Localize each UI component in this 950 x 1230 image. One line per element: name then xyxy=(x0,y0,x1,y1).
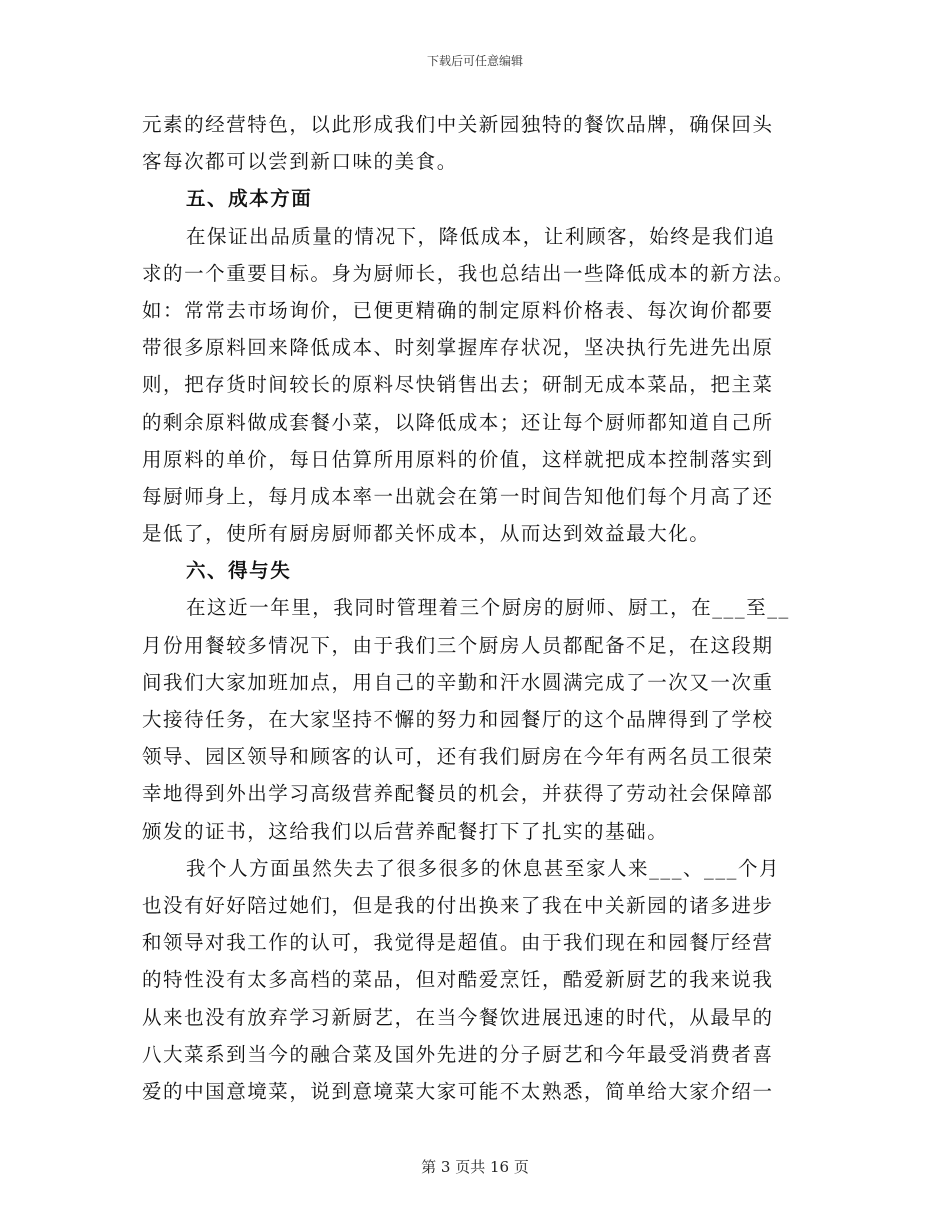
body-line: 月份用餐较多情况下，由于我们三个厨房人员都配备不足，在这段期 xyxy=(142,633,774,657)
body-line: 如：常常去市场询价，已便更精确的制定原料价格表、每次询价都要 xyxy=(142,298,774,322)
body-line: 是低了，使所有厨房厨师都关怀成本，从而达到效益最大化。 xyxy=(142,522,711,546)
body-line: 带很多原料回来降低成本、时刻掌握库存状况，坚决执行先进先出原 xyxy=(142,336,774,360)
body-line: 领导、园区领导和顾客的认可，还有我们厨房在今年有两名员工很荣 xyxy=(142,745,774,769)
body-line: 颁发的证书，这给我们以后营养配餐打下了扎实的基础。 xyxy=(142,819,669,843)
body-line: 大接待任务，在大家坚持不懈的努力和园餐厅的这个品牌得到了学校 xyxy=(142,708,774,731)
page-number: 第 3 页共 16 页 xyxy=(421,1158,529,1176)
body-line: 从来也没有放弃学习新厨艺，在当今餐饮进展迅速的时代，从最早的 xyxy=(142,1005,774,1029)
paragraph-first-line: 我个人方面虽然失去了很多很多的休息甚至家人来___、___个月 xyxy=(186,856,781,880)
paragraph-first-line: 在保证出品质量的情况下，降低成本，让利顾客，始终是我们追 xyxy=(186,224,776,248)
body-line: 用原料的单价，每日估算所用原料的价值，这样就把成本控制落实到 xyxy=(142,447,774,471)
body-line: 的剩余原料做成套餐小菜，以降低成本；还让每个厨师都知道自己所 xyxy=(142,410,774,434)
body-line: 每厨师身上，每月成本率一出就会在第一时间告知他们每个月高了还 xyxy=(142,484,774,508)
body-line: 也没有好好陪过她们，但是我的付出换来了我在中关新园的诸多进步 xyxy=(142,893,774,917)
body-line: 客每次都可以尝到新口味的美食。 xyxy=(142,150,458,174)
page-header: 下载后可任意编辑 xyxy=(426,54,523,68)
section-heading-gains-losses: 六、得与失 xyxy=(186,559,292,583)
body-line: 和领导对我工作的认可，我觉得是超值。由于我们现在和园餐厅经营 xyxy=(142,931,774,955)
document-body xyxy=(142,106,810,1110)
body-line: 则，把存货时间较长的原料尽快销售出去；研制无成本菜品，把主菜 xyxy=(142,373,774,397)
body-line: 幸地得到外出学习高级营养配餐员的机会，并获得了劳动社会保障部 xyxy=(142,782,774,806)
body-line: 的特性没有太多高档的菜品，但对酷爱烹饪，酷爱新厨艺的我来说我 xyxy=(142,968,774,992)
body-line: 元素的经营特色，以此形成我们中关新园独特的餐饮品牌，确保回头 xyxy=(142,113,774,136)
paragraph-first-line: 在这近一年里，我同时管理着三个厨房的厨师、厨工，在___至__ xyxy=(186,596,790,620)
section-heading-cost: 五、成本方面 xyxy=(186,187,313,211)
body-line: 求的一个重要目标。身为厨师长，我也总结出一些降低成本的新方法。 xyxy=(142,261,795,285)
body-line: 八大菜系到当今的融合菜及国外先进的分子厨艺和今年最受消费者喜 xyxy=(142,1042,774,1066)
body-line: 爱的中国意境菜，说到意境菜大家可能不太熟悉，简单给大家介绍一 xyxy=(142,1079,774,1103)
body-line: 间我们大家加班加点，用自己的辛勤和汗水圆满完成了一次又一次重 xyxy=(142,670,774,694)
